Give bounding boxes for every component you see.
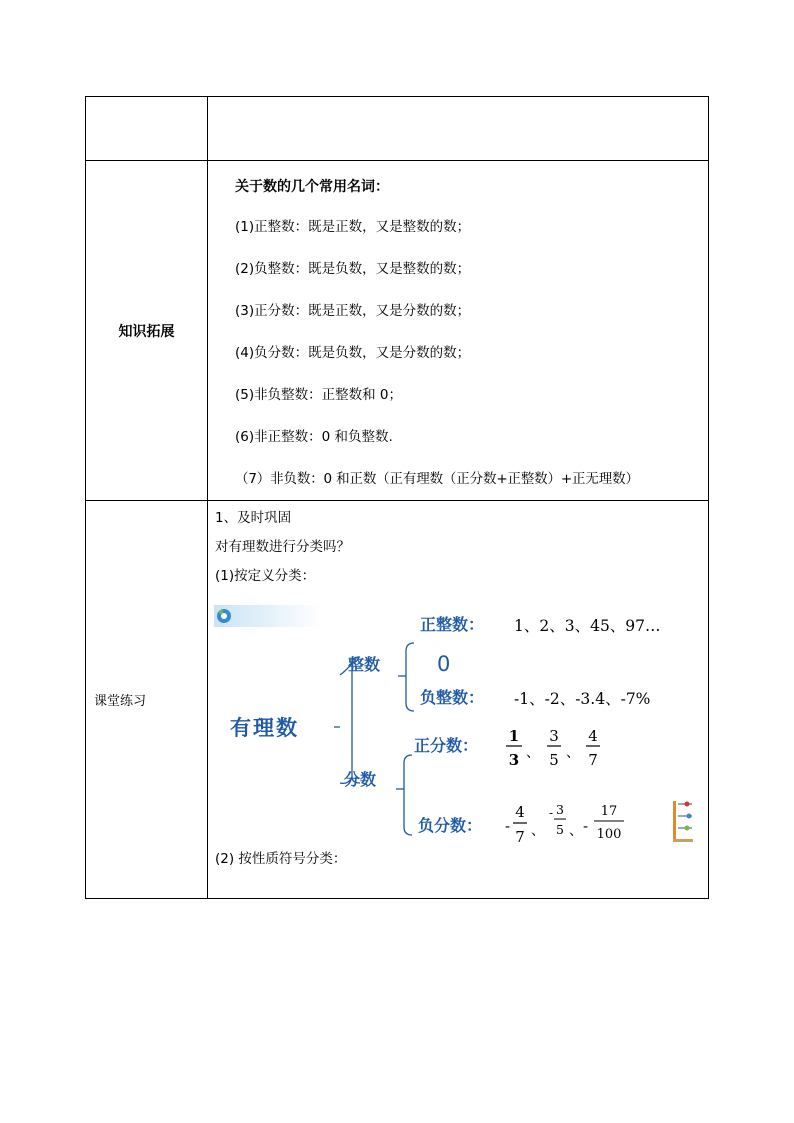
fraction-numerator: 4: [588, 727, 598, 745]
fraction-separator: 、: [531, 823, 545, 839]
practice-content-cell: [208, 501, 709, 899]
fraction-denominator: 100: [596, 827, 622, 842]
practice-line: 对有理数进行分类吗？: [215, 539, 350, 555]
positive-fraction-1: [506, 727, 522, 769]
knowledge-item: (1)正整数：既是正数，又是整数的数；: [235, 219, 471, 235]
fraction-numerator: 4: [515, 803, 525, 821]
negative-integer-label: 负整数：: [420, 688, 485, 707]
minus-sign: -: [583, 817, 589, 835]
fraction-separator: 、: [526, 745, 540, 761]
knowledge-item: (2)负整数：既是负数，又是整数的数；: [235, 261, 471, 277]
zero-label: 0: [437, 652, 451, 676]
positive-integer-label: 正整数：: [420, 615, 485, 634]
fraction-separator: 、: [569, 823, 583, 839]
positive-fraction-3: [586, 727, 600, 769]
table-row: [86, 501, 709, 899]
badge-icon: [217, 609, 231, 623]
knowledge-content-cell: [208, 161, 709, 501]
integer-label: 整数: [348, 655, 381, 674]
abacus-icon: [673, 801, 693, 842]
knowledge-list: [208, 206, 708, 500]
table-row: [86, 97, 709, 161]
fraction-denominator: 7: [515, 828, 525, 846]
negative-fraction-1: [505, 803, 527, 846]
row1-label-cell: [86, 97, 208, 161]
practice-label-cell: [86, 501, 208, 899]
positive-fraction-label: 正分数：: [414, 736, 479, 755]
fraction-numerator: 17: [600, 804, 618, 819]
knowledge-label-cell: [86, 161, 208, 501]
fraction-denominator: 5: [556, 822, 564, 837]
practice-last-line: (2) 按性质符号分类：: [215, 851, 347, 867]
knowledge-heading: 关于数的几个常用名词：: [235, 179, 389, 195]
positive-integer-values: 1、2、3、45、97…: [514, 617, 661, 635]
fraction-separator: 、: [566, 745, 580, 761]
root-label: 有理数: [230, 716, 299, 740]
knowledge-label: 知识拓展: [118, 323, 175, 340]
knowledge-item: (3)正分数：既是正数，又是分数的数；: [235, 303, 471, 319]
minus-sign: -: [549, 806, 554, 820]
knowledge-item: (6)非正整数：0 和负整数.: [235, 429, 393, 445]
negative-fraction-3: [583, 804, 624, 842]
practice-line: (1)按定义分类：: [215, 568, 316, 584]
fraction-numerator: 3: [549, 727, 559, 745]
minus-sign: -: [505, 817, 511, 835]
knowledge-item: (5)非负整数：正整数和 0；: [235, 387, 403, 403]
fraction-numerator: 3: [556, 802, 564, 817]
positive-fraction-2: [547, 727, 561, 769]
negative-fraction-label: 负分数：: [418, 816, 483, 835]
practice-line: 1、及时巩固: [215, 510, 292, 526]
classification-diagram: [208, 591, 708, 853]
table-row: [86, 161, 709, 501]
knowledge-item: （7）非负数：0 和正数（正有理数（正分数+正整数）+正无理数）: [235, 471, 639, 487]
fraction-denominator: 7: [588, 751, 598, 769]
fraction-denominator: 5: [549, 751, 559, 769]
row1-content-cell: [208, 97, 709, 161]
knowledge-item: (4)负分数：既是负数，又是分数的数；: [235, 345, 471, 361]
fraction-label: 分数: [344, 770, 377, 789]
document-table: [85, 96, 709, 899]
fraction-denominator: 3: [508, 751, 520, 769]
negative-fraction-2: [549, 802, 566, 837]
fraction-numerator: 1: [508, 727, 520, 745]
practice-label: 课堂练习: [94, 694, 147, 709]
negative-integer-values: -1、-2、-3.4、-7%: [514, 690, 651, 708]
